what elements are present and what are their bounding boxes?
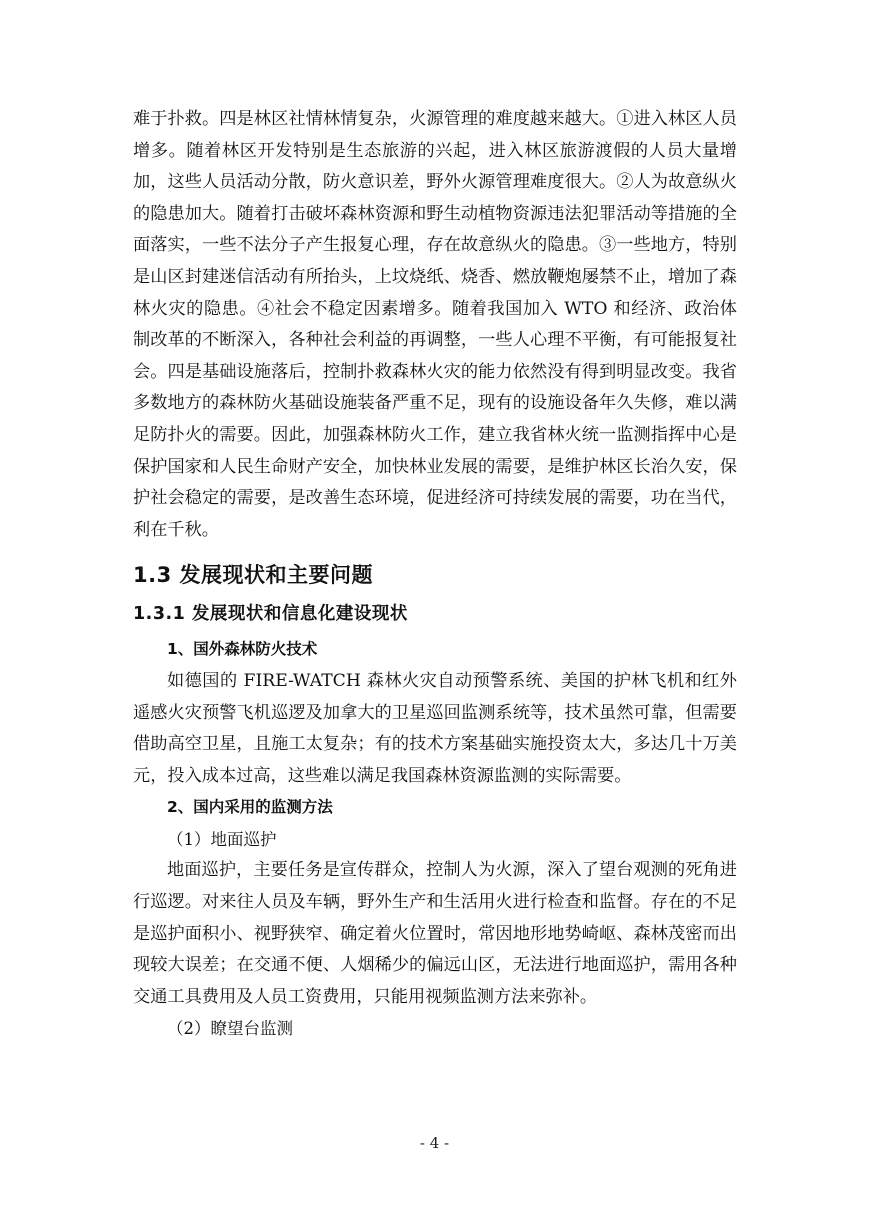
item-heading-domestic-methods: 2、国内采用的监测方法 xyxy=(167,798,333,817)
body-paragraph-fire-risks: 难于扑救。四是林区社情林情复杂，火源管理的难度越来越大。①进入林区人员增多。随着林区开发特别是生态旅游的兴起，进入林区旅游渡假的人员大量增加，这些人员活动分散，防火意识差，野外火源管理难度很大。②人为故意纵火的隐患加大。随着打击破坏森林资源和野生动植物资源违法犯罪活动等措施的全面落实，一些不法分子产生报复心理，存在故意纵火的隐患。③一些地方，特别是山区封建迷信活动有所抬头，上坟烧纸、烧香、燃放鞭炮屡禁不止，增加了森林火灾的隐患。④社会不稳定因素增多。随着我国加入 WTO 和经济、政治体制改革的不断深入，各种社会利益的再调整，一些人心理不平衡，有可能报复社会。四是基础设施落后，控制扑救森林火灾的能力依然没有得到明显改变。我省多数地方的森林防火基础设施装备严重不足，现有的设施设备年久失修，难以满足防扑火的需要。因此，加强森林防火工作，建立我省林火统一监测指挥中心是保护国家和人民生命财产安全，加快林业发展的需要，是维护林区长治久安，保护社会稳定的需要，是改善生态环境，促进经济可持续发展的需要，功在当代，利在千秋。 xyxy=(133,109,737,540)
subsection-heading-1-3-1: 1.3.1 发展现状和信息化建设现状 xyxy=(133,604,408,625)
page-number: - 4 - xyxy=(419,1134,450,1152)
page-content xyxy=(133,104,737,1045)
sub-item-ground-patrol: （1）地面巡护 xyxy=(167,829,277,849)
body-paragraph-foreign-tech: 如德国的 FIRE-WATCH 森林火灾自动预警系统、美国的护林飞机和红外遥感火灾预警飞机巡逻及加拿大的卫星巡回监测系统等，技术虽然可靠，但需要借助高空卫星，且施工太复杂；有的技术方案基础实施投资太大，多达几十万美元，投入成本过高，这些难以满足我国森林资源监测的实际需要。 xyxy=(133,670,737,786)
item-heading-foreign-tech: 1、国外森林防火技术 xyxy=(167,640,318,659)
body-paragraph-ground-patrol: 地面巡护，主要任务是宣传群众，控制人为火源，深入了望台观测的死角进行巡逻。对来往人员及车辆，野外生产和生活用火进行检查和监督。存在的不足是巡护面积小、视野狭窄、确定着火位置时，常因地形地势崎岖、森林茂密而出现较大误差；在交通不便、人烟稀少的偏远山区，无法进行地面巡护，需用各种交通工具费用及人员工资费用，只能用视频监测方法来弥补。 xyxy=(133,860,737,1007)
sub-item-watchtower: （2）瞭望台监测 xyxy=(167,1019,293,1039)
section-heading-1-3: 1.3 发展现状和主要问题 xyxy=(133,563,374,588)
